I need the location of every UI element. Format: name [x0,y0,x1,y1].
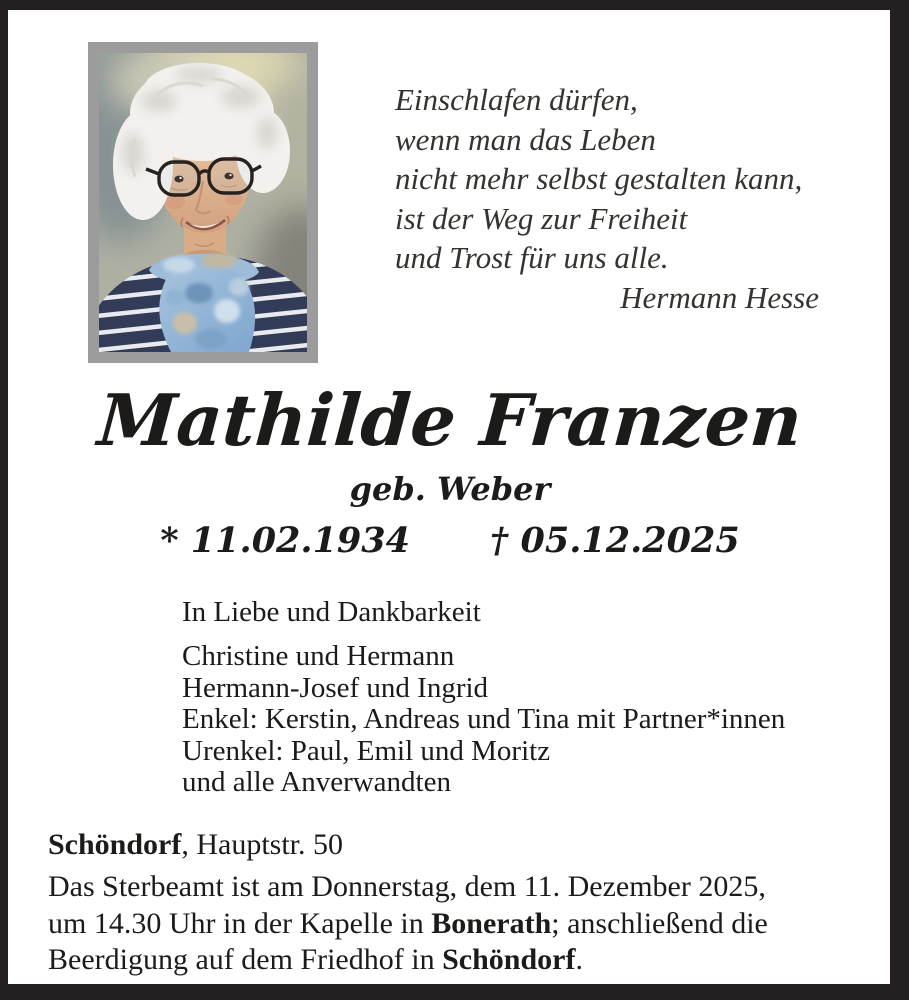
scarf [149,254,259,352]
service-text: ; anschließend die [551,906,768,940]
family-member-line: Hermann-Josef und Ingrid [182,671,489,704]
place-name-bold: Bonerath [431,906,552,940]
frame-border-left [0,0,8,1000]
portrait-photo [99,53,307,352]
family-list [182,641,785,799]
photo-frame [88,42,318,363]
maiden-name: geb. Weber [349,470,551,508]
address-line [48,828,343,862]
quote-line: ist der Weg zur Freiheit [395,200,688,236]
mourning-intro: In Liebe und Dankbarkeit [182,596,481,628]
memorial-quote [395,80,819,317]
deceased-name: Mathilde Franzen [95,378,805,462]
frame-border-right [890,0,909,1000]
family-member-line: Enkel: Kerstin, Andreas und Tina mit Partner*innen [182,703,786,736]
quote-lines [395,80,819,278]
quote-line: und Trost für uns alle. [395,240,669,275]
service-announcement [48,869,893,979]
frame-border-top [0,0,909,10]
birth-date: * 11.02.1934 [160,520,410,561]
service-text: Das Sterbeamt ist am Donnerstag, dem 11. Dezember 2025, [48,870,766,903]
address-street: , Hauptstr. 50 [181,828,344,861]
quote-line: Einschlafen dürfen, [395,82,638,117]
place-name-bold: Schöndorf [442,943,576,977]
service-text: Beerdigung auf dem Friedhof in [48,943,443,977]
quote-line: nicht mehr selbst gestalten kann, [395,161,803,196]
quote-line: wenn man das Leben [395,121,656,157]
death-date: † 05.12.2025 [490,520,740,561]
family-member-line: Christine und Hermann [182,640,455,672]
family-member-line: und alle Anverwandten [182,766,451,799]
quote-attribution: Hermann Hesse [620,279,819,315]
service-text: . [575,943,583,977]
life-dates [10,520,890,561]
service-line [48,869,893,906]
service-text: um 14.30 Uhr in der Kapelle in [48,906,432,940]
service-line [48,906,893,943]
frame-border-bottom [0,984,909,1000]
service-line [48,942,893,979]
family-member-line: Urenkel: Paul, Emil und Moritz [182,734,551,767]
address-place: Schöndorf [48,828,182,861]
